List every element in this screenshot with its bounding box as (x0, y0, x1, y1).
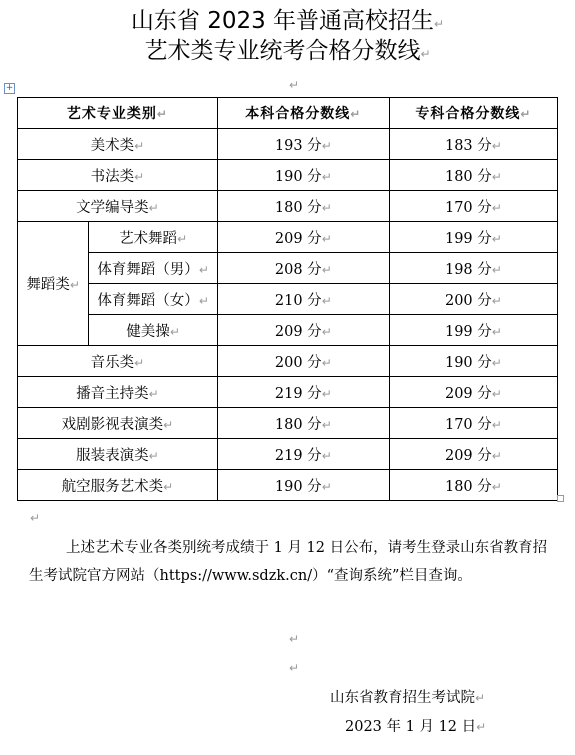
title-line-1: 山东省 2023 年普通高校招生↵ (130, 8, 445, 34)
dance-group-cell: 舞蹈类↵ (18, 222, 89, 346)
category-name: 书法类 (90, 168, 135, 185)
bachelor-score: 210 分 (274, 292, 322, 309)
title-line-2: 艺术类专业统考合格分数线↵ (144, 38, 431, 64)
header-category: 艺术专业类别↵ (18, 98, 218, 129)
bachelor-score: 200 分 (274, 354, 322, 371)
table-row: 健美操↵ 209 分↵ 199 分↵ (18, 315, 558, 346)
bachelor-score: 209 分 (274, 230, 322, 247)
bachelor-score: 208 分 (274, 261, 322, 278)
table-row: 美术类↵ 193 分↵ 183 分↵ (18, 129, 558, 160)
subcategory-name: 体育舞蹈（男） (97, 261, 199, 278)
category-name: 文学编导类 (76, 199, 149, 216)
table-row: 服装表演类↵ 219 分↵ 209 分↵ (18, 439, 558, 470)
table-resize-handle[interactable] (557, 495, 564, 502)
junior-score: 180 分 (444, 478, 492, 495)
subcategory-name: 体育舞蹈（女） (97, 292, 199, 309)
junior-score: 170 分 (444, 199, 492, 216)
table-row: 体育舞蹈（女）↵ 210 分↵ 200 分↵ (18, 284, 558, 315)
junior-score: 199 分 (444, 230, 492, 247)
notice-paragraph: 上述艺术专业各类别统考成绩于 1 月 12 日公布，请考生登录山东省教育招生考试院官方网站（https://www.sdzk.cn/）“查询系统”栏目查询。 (29, 540, 548, 584)
bachelor-score: 190 分 (274, 168, 322, 185)
category-name: 航空服务艺术类 (61, 478, 164, 495)
category-name: 美术类 (90, 137, 135, 154)
junior-score: 190 分 (444, 354, 492, 371)
category-name: 戏剧影视表演类 (61, 416, 164, 433)
table-row: 播音主持类↵ 219 分↵ 209 分↵ (18, 377, 558, 408)
bachelor-score: 190 分 (274, 478, 322, 495)
paragraph-mark: ↵ (289, 661, 300, 675)
table-row: 文学编导类↵ 180 分↵ 170 分↵ (18, 191, 558, 222)
bachelor-score: 180 分 (274, 199, 322, 216)
junior-score: 209 分 (444, 447, 492, 464)
dance-group-label: 舞蹈类 (26, 277, 70, 293)
junior-score: 200 分 (444, 292, 492, 309)
table-row: 戏剧影视表演类↵ 180 分↵ 170 分↵ (18, 408, 558, 439)
issuer-signature: 山东省教育招生考试院↵ (330, 690, 486, 706)
category-name: 服装表演类 (76, 447, 149, 464)
junior-score: 199 分 (444, 323, 492, 340)
table-row: 航空服务艺术类↵ 190 分↵ 180 分↵ (18, 470, 558, 501)
category-name: 音乐类 (90, 354, 135, 371)
score-table (17, 97, 558, 501)
bachelor-score: 193 分 (274, 137, 322, 154)
junior-score: 209 分 (444, 385, 492, 402)
subcategory-name: 健美操 (126, 323, 170, 340)
table-row: 舞蹈类↵ 艺术舞蹈↵ 209 分↵ 199 分↵ (18, 222, 558, 253)
table-move-handle-icon[interactable]: + (5, 83, 14, 93)
bachelor-score: 219 分 (274, 447, 322, 464)
paragraph-mark: ↵ (30, 511, 41, 525)
header-junior: 专科合格分数线↵ (389, 98, 557, 129)
bachelor-score: 219 分 (274, 385, 322, 402)
subcategory-name: 艺术舞蹈 (119, 230, 178, 247)
junior-score: 183 分 (444, 137, 492, 154)
table-row: 体育舞蹈（男）↵ 208 分↵ 198 分↵ (18, 253, 558, 284)
junior-score: 198 分 (444, 261, 492, 278)
header-bachelor: 本科合格分数线↵ (217, 98, 389, 129)
bachelor-score: 180 分 (274, 416, 322, 433)
paragraph-mark: ↵ (289, 78, 300, 92)
bachelor-score: 209 分 (274, 323, 322, 340)
table-row: 书法类↵ 190 分↵ 180 分↵ (18, 160, 558, 191)
category-name: 播音主持类 (76, 385, 149, 402)
issue-date: 2023 年 1 月 12 日↵ (345, 719, 487, 735)
junior-score: 180 分 (444, 168, 492, 185)
table-header-row (18, 98, 558, 129)
junior-score: 170 分 (444, 416, 492, 433)
paragraph-mark: ↵ (289, 632, 300, 646)
table-row: 音乐类↵ 200 分↵ 190 分↵ (18, 346, 558, 377)
